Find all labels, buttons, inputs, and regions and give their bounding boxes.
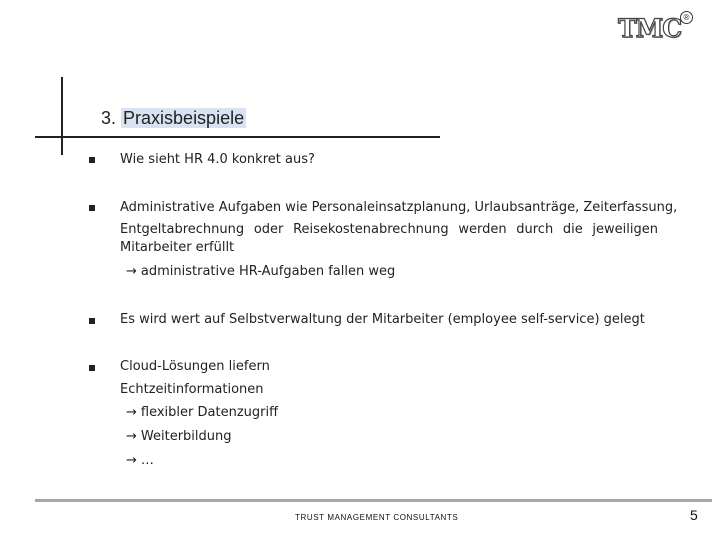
title-text: Praxisbeispiele [123, 108, 245, 128]
bullet-marker [89, 365, 95, 371]
sub-text: administrative HR-Aufgaben fallen weg [140, 264, 396, 279]
bullet-4-sub-2 [126, 429, 232, 444]
sub-text: … [140, 453, 154, 468]
slide-title [101, 108, 246, 129]
registered-mark: ® [680, 11, 693, 24]
bullet-4-line-2: Echtzeitinformationen [120, 382, 264, 397]
title-number: 3. [101, 108, 117, 128]
sub-text: flexibler Datenzugriff [140, 405, 279, 420]
bullet-1-text: Wie sieht HR 4.0 konkret aus? [120, 152, 315, 167]
arrow-right-icon: → [126, 429, 137, 444]
bullet-4-line-1: Cloud-Lösungen liefern [120, 359, 270, 374]
bullet-marker [89, 205, 95, 211]
arrow-right-icon: → [126, 453, 137, 468]
bullet-2-line-3: Mitarbeiter erfüllt [120, 240, 235, 255]
bullet-2-sub [126, 264, 395, 279]
tmc-logo: TMC [618, 14, 682, 43]
arrow-right-icon: → [126, 264, 137, 279]
bullet-2-line-2: Entgeltabrechnung oder Reisekostenabrechnung werden durch die jeweiligen [120, 222, 658, 237]
bullet-marker [89, 318, 95, 324]
page-number: 5 [690, 507, 698, 523]
footer-rule [35, 499, 712, 502]
footer-company: TRUST MANAGEMENT CONSULTANTS [295, 513, 459, 522]
bullet-4-sub-3 [126, 453, 154, 468]
sub-text: Weiterbildung [140, 429, 232, 444]
bullet-marker [89, 157, 95, 163]
title-vertical-rule [61, 77, 63, 155]
bullet-3-text: Es wird wert auf Selbstverwaltung der Mitarbeiter (employee self-service) gelegt [120, 312, 645, 327]
title-horizontal-rule [35, 136, 440, 138]
bullet-4-sub-1 [126, 405, 278, 420]
arrow-right-icon: → [126, 405, 137, 420]
bullet-2-line-1: Administrative Aufgaben wie Personaleinsatzplanung, Urlaubsanträge, Zeiterfassung, [120, 200, 678, 215]
